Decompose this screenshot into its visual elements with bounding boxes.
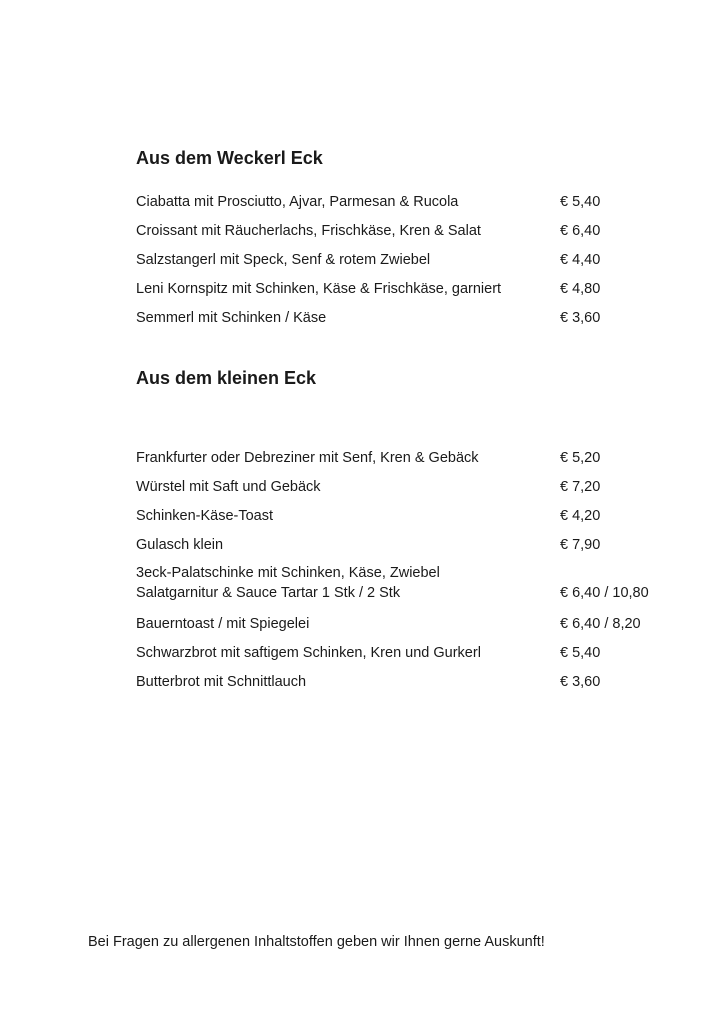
menu-item-name: Croissant mit Räucherlachs, Frischkäse, Kren & Salat xyxy=(136,223,481,239)
menu-item-name: Schwarzbrot mit saftigem Schinken, Kren und Gurkerl xyxy=(136,645,481,661)
menu-item-name: Leni Kornspitz mit Schinken, Käse & Frischkäse, garniert xyxy=(136,281,502,297)
section-title-weckerl-eck: Aus dem Weckerl Eck xyxy=(136,148,323,168)
menu-item xyxy=(136,279,676,299)
menu-item-name: Ciabatta mit Prosciutto, Ajvar, Parmesan & Rucola xyxy=(136,194,459,210)
menu-item xyxy=(136,477,676,497)
menu-item-price: € 4,20 xyxy=(560,508,601,524)
menu-item xyxy=(136,535,676,555)
menu-item-price: € 5,20 xyxy=(560,450,601,466)
menu-item-name: Salzstangerl mit Speck, Senf & rotem Zwiebel xyxy=(136,252,431,268)
allergen-notice: Bei Fragen zu allergenen Inhaltstoffen geben wir Ihnen gerne Auskunft! xyxy=(88,934,545,950)
menu-item-name: Semmerl mit Schinken / Käse xyxy=(136,310,327,326)
menu-item-name: Schinken-Käse-Toast xyxy=(136,508,274,524)
menu-item-price: € 3,60 xyxy=(560,674,601,690)
menu-item-name: Butterbrot mit Schnittlauch xyxy=(136,674,307,690)
menu-item-price: € 6,40 xyxy=(560,223,601,239)
menu-item xyxy=(136,643,676,663)
menu-item-price: € 5,40 xyxy=(560,194,601,210)
menu-item xyxy=(136,563,676,603)
section-title-kleinen-eck: Aus dem kleinen Eck xyxy=(136,368,317,388)
menu-item xyxy=(136,308,676,328)
menu-item xyxy=(136,672,676,692)
menu-item-price: € 7,90 xyxy=(560,537,601,553)
menu-item-price: € 4,80 xyxy=(560,281,601,297)
menu-item-price: € 5,40 xyxy=(560,645,601,661)
menu-item-price: € 4,40 xyxy=(560,252,601,268)
menu-item-name: 3eck-Palatschinke mit Schinken, Käse, Zwiebel Salatgarnitur & Sauce Tartar 1 Stk / 2 Stk xyxy=(136,565,440,601)
menu-item-name: Gulasch klein xyxy=(136,537,224,553)
menu-item-price: € 3,60 xyxy=(560,310,601,326)
menu-item-price: € 7,20 xyxy=(560,479,601,495)
menu-item xyxy=(136,221,676,241)
menu-item-price: € 6,40 / 8,20 xyxy=(560,616,641,632)
menu-item-name: Frankfurter oder Debreziner mit Senf, Kren & Gebäck xyxy=(136,450,479,466)
menu-item-name: Bauerntoast / mit Spiegelei xyxy=(136,616,310,632)
menu-item xyxy=(136,614,676,634)
menu-item-name: Würstel mit Saft und Gebäck xyxy=(136,479,321,495)
menu-item xyxy=(136,250,676,270)
menu-item xyxy=(136,192,676,212)
menu-item xyxy=(136,506,676,526)
menu-item xyxy=(136,448,676,468)
menu-item-price: € 6,40 / 10,80 xyxy=(560,585,649,601)
